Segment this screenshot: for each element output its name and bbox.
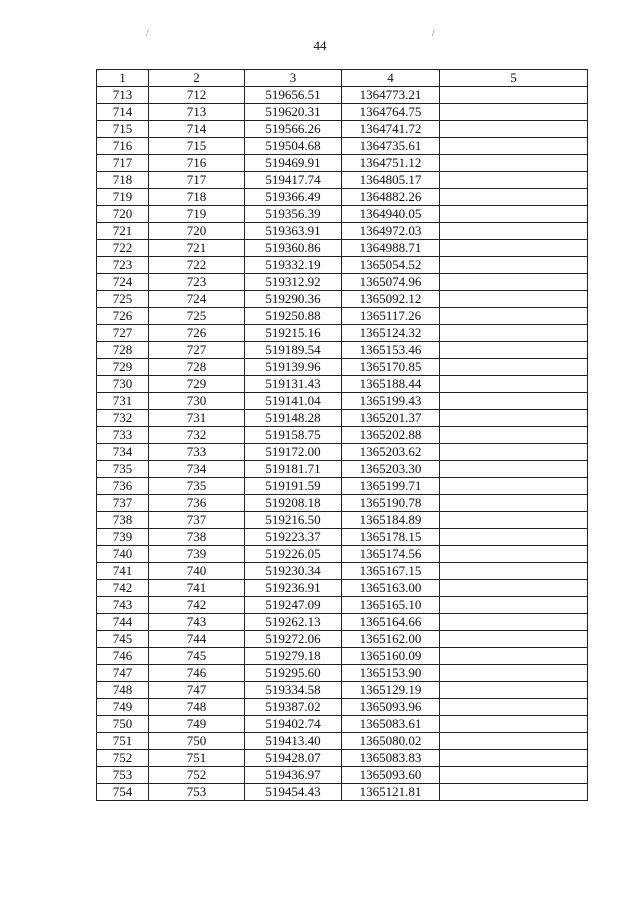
table-cell-col-3: 519230.34 — [245, 563, 342, 580]
table-cell-col-4: 1364751.12 — [342, 155, 440, 172]
table-cell-col-1: 753 — [97, 767, 149, 784]
table-cell-col-2: 719 — [149, 206, 245, 223]
table-cell-col-3: 519360.86 — [245, 240, 342, 257]
table-cell-col-2: 730 — [149, 393, 245, 410]
table-row — [97, 121, 588, 138]
table-row — [97, 104, 588, 121]
table-cell-col-1: 745 — [97, 631, 149, 648]
table-cell-col-5 — [440, 784, 588, 801]
column-header-5: 5 — [440, 70, 588, 87]
table-cell-col-2: 745 — [149, 648, 245, 665]
table-row — [97, 733, 588, 750]
table-cell-col-5 — [440, 308, 588, 325]
table-cell-col-5 — [440, 699, 588, 716]
table-body — [97, 87, 588, 801]
table-row — [97, 665, 588, 682]
table-cell-col-4: 1364972.03 — [342, 223, 440, 240]
table-cell-col-1: 748 — [97, 682, 149, 699]
table-row — [97, 308, 588, 325]
column-header-2: 2 — [149, 70, 245, 87]
table-cell-col-2: 718 — [149, 189, 245, 206]
table-cell-col-5 — [440, 495, 588, 512]
table-cell-col-2: 752 — [149, 767, 245, 784]
table-cell-col-5 — [440, 172, 588, 189]
table-cell-col-4: 1365167.15 — [342, 563, 440, 580]
table-cell-col-3: 519334.58 — [245, 682, 342, 699]
table-cell-col-2: 733 — [149, 444, 245, 461]
table-cell-col-4: 1365202.88 — [342, 427, 440, 444]
table-cell-col-5 — [440, 546, 588, 563]
table-cell-col-4: 1365178.15 — [342, 529, 440, 546]
table-cell-col-5 — [440, 716, 588, 733]
table-cell-col-1: 750 — [97, 716, 149, 733]
column-header-4: 4 — [342, 70, 440, 87]
table-cell-col-4: 1365129.19 — [342, 682, 440, 699]
table-cell-col-5 — [440, 767, 588, 784]
table-cell-col-5 — [440, 631, 588, 648]
table-cell-col-4: 1365083.61 — [342, 716, 440, 733]
table-cell-col-1: 728 — [97, 342, 149, 359]
table-row — [97, 342, 588, 359]
table-cell-col-4: 1365162.00 — [342, 631, 440, 648]
table-cell-col-5 — [440, 257, 588, 274]
table-cell-col-1: 720 — [97, 206, 149, 223]
table-cell-col-1: 735 — [97, 461, 149, 478]
table-cell-col-2: 742 — [149, 597, 245, 614]
table-cell-col-1: 717 — [97, 155, 149, 172]
table-cell-col-3: 519356.39 — [245, 206, 342, 223]
table-row — [97, 461, 588, 478]
table-cell-col-3: 519181.71 — [245, 461, 342, 478]
table-cell-col-5 — [440, 155, 588, 172]
table-row — [97, 172, 588, 189]
table-cell-col-1: 713 — [97, 87, 149, 104]
table-cell-col-3: 519402.74 — [245, 716, 342, 733]
table-cell-col-1: 737 — [97, 495, 149, 512]
table-cell-col-2: 741 — [149, 580, 245, 597]
table-row — [97, 274, 588, 291]
table-row — [97, 546, 588, 563]
table-cell-col-1: 734 — [97, 444, 149, 461]
table-cell-col-5 — [440, 87, 588, 104]
table-cell-col-3: 519148.28 — [245, 410, 342, 427]
table-cell-col-3: 519223.37 — [245, 529, 342, 546]
table-cell-col-3: 519620.31 — [245, 104, 342, 121]
table-row — [97, 444, 588, 461]
table-row — [97, 767, 588, 784]
table-cell-col-5 — [440, 342, 588, 359]
table-cell-col-3: 519236.91 — [245, 580, 342, 597]
table-cell-col-3: 519312.92 — [245, 274, 342, 291]
table-cell-col-5 — [440, 461, 588, 478]
table-cell-col-3: 519189.54 — [245, 342, 342, 359]
table-cell-col-5 — [440, 597, 588, 614]
table-cell-col-4: 1365170.85 — [342, 359, 440, 376]
coordinates-table — [96, 69, 588, 801]
table-cell-col-1: 746 — [97, 648, 149, 665]
table-cell-col-5 — [440, 189, 588, 206]
table-cell-col-3: 519454.43 — [245, 784, 342, 801]
table-row — [97, 563, 588, 580]
table-cell-col-1: 733 — [97, 427, 149, 444]
table-cell-col-1: 714 — [97, 104, 149, 121]
table-cell-col-5 — [440, 410, 588, 427]
table-cell-col-4: 1365164.66 — [342, 614, 440, 631]
table-cell-col-4: 1364805.17 — [342, 172, 440, 189]
table-cell-col-1: 715 — [97, 121, 149, 138]
table-row — [97, 155, 588, 172]
table-cell-col-1: 738 — [97, 512, 149, 529]
table-cell-col-4: 1365093.60 — [342, 767, 440, 784]
table-cell-col-3: 519290.36 — [245, 291, 342, 308]
table-row — [97, 784, 588, 801]
table-cell-col-2: 737 — [149, 512, 245, 529]
table-cell-col-2: 743 — [149, 614, 245, 631]
table-cell-col-4: 1365092.12 — [342, 291, 440, 308]
table-cell-col-1: 749 — [97, 699, 149, 716]
table-cell-col-4: 1365153.46 — [342, 342, 440, 359]
table-cell-col-3: 519332.19 — [245, 257, 342, 274]
table-row — [97, 512, 588, 529]
table-row — [97, 410, 588, 427]
table-cell-col-2: 723 — [149, 274, 245, 291]
table-row — [97, 682, 588, 699]
table-cell-col-4: 1364764.75 — [342, 104, 440, 121]
table-cell-col-2: 720 — [149, 223, 245, 240]
table-cell-col-2: 749 — [149, 716, 245, 733]
table-cell-col-3: 519428.07 — [245, 750, 342, 767]
table-cell-col-5 — [440, 376, 588, 393]
table-cell-col-2: 753 — [149, 784, 245, 801]
table-cell-col-2: 726 — [149, 325, 245, 342]
table-cell-col-3: 519158.75 — [245, 427, 342, 444]
table-cell-col-4: 1365199.43 — [342, 393, 440, 410]
table-cell-col-1: 722 — [97, 240, 149, 257]
table-cell-col-5 — [440, 359, 588, 376]
table-row — [97, 325, 588, 342]
table-cell-col-3: 519504.68 — [245, 138, 342, 155]
table-cell-col-1: 719 — [97, 189, 149, 206]
table-cell-col-2: 725 — [149, 308, 245, 325]
table-cell-col-3: 519216.50 — [245, 512, 342, 529]
table-cell-col-5 — [440, 665, 588, 682]
table-cell-col-4: 1364735.61 — [342, 138, 440, 155]
table-cell-col-3: 519247.09 — [245, 597, 342, 614]
table-cell-col-4: 1365203.30 — [342, 461, 440, 478]
header-row — [97, 70, 588, 87]
table-cell-col-4: 1365165.10 — [342, 597, 440, 614]
table-cell-col-2: 740 — [149, 563, 245, 580]
table-cell-col-3: 519215.16 — [245, 325, 342, 342]
table-row — [97, 393, 588, 410]
table-cell-col-4: 1365203.62 — [342, 444, 440, 461]
table-cell-col-2: 712 — [149, 87, 245, 104]
table-row — [97, 376, 588, 393]
table-cell-col-2: 748 — [149, 699, 245, 716]
table-cell-col-2: 721 — [149, 240, 245, 257]
table-cell-col-4: 1365188.44 — [342, 376, 440, 393]
table-cell-col-2: 724 — [149, 291, 245, 308]
table-row — [97, 189, 588, 206]
table-cell-col-4: 1365124.32 — [342, 325, 440, 342]
table-cell-col-3: 519250.88 — [245, 308, 342, 325]
table-cell-col-5 — [440, 427, 588, 444]
table-cell-col-4: 1365121.81 — [342, 784, 440, 801]
table-row — [97, 699, 588, 716]
table-cell-col-5 — [440, 648, 588, 665]
table-cell-col-1: 730 — [97, 376, 149, 393]
table-cell-col-2: 731 — [149, 410, 245, 427]
table-cell-col-1: 743 — [97, 597, 149, 614]
table-cell-col-4: 1364741.72 — [342, 121, 440, 138]
table-cell-col-4: 1365054.52 — [342, 257, 440, 274]
table-cell-col-2: 728 — [149, 359, 245, 376]
table-row — [97, 291, 588, 308]
table-cell-col-4: 1365184.89 — [342, 512, 440, 529]
column-header-1: 1 — [97, 70, 149, 87]
table-cell-col-4: 1365080.02 — [342, 733, 440, 750]
table-row — [97, 631, 588, 648]
table-cell-col-5 — [440, 750, 588, 767]
table-cell-col-3: 519191.59 — [245, 478, 342, 495]
table-cell-col-2: 744 — [149, 631, 245, 648]
table-cell-col-3: 519387.02 — [245, 699, 342, 716]
table-cell-col-1: 732 — [97, 410, 149, 427]
table-cell-col-4: 1365174.56 — [342, 546, 440, 563]
table-cell-col-1: 752 — [97, 750, 149, 767]
table-row — [97, 750, 588, 767]
table-cell-col-4: 1365117.26 — [342, 308, 440, 325]
table-cell-col-1: 740 — [97, 546, 149, 563]
table-cell-col-5 — [440, 121, 588, 138]
table-cell-col-4: 1364773.21 — [342, 87, 440, 104]
table-cell-col-3: 519141.04 — [245, 393, 342, 410]
table-cell-col-1: 729 — [97, 359, 149, 376]
table-cell-col-2: 747 — [149, 682, 245, 699]
table-row — [97, 206, 588, 223]
table-cell-col-5 — [440, 478, 588, 495]
table-cell-col-4: 1364988.71 — [342, 240, 440, 257]
table-cell-col-3: 519131.43 — [245, 376, 342, 393]
table-cell-col-4: 1365153.90 — [342, 665, 440, 682]
table-cell-col-5 — [440, 138, 588, 155]
table-cell-col-3: 519208.18 — [245, 495, 342, 512]
table-cell-col-1: 726 — [97, 308, 149, 325]
table-cell-col-1: 723 — [97, 257, 149, 274]
table-cell-col-1: 725 — [97, 291, 149, 308]
table-cell-col-5 — [440, 682, 588, 699]
table-cell-col-4: 1365163.00 — [342, 580, 440, 597]
table-cell-col-3: 519417.74 — [245, 172, 342, 189]
table-cell-col-1: 731 — [97, 393, 149, 410]
table-cell-col-1: 721 — [97, 223, 149, 240]
table-cell-col-2: 735 — [149, 478, 245, 495]
table-cell-col-3: 519413.40 — [245, 733, 342, 750]
table-cell-col-4: 1364882.26 — [342, 189, 440, 206]
table-cell-col-2: 716 — [149, 155, 245, 172]
table-cell-col-5 — [440, 512, 588, 529]
table-cell-col-5 — [440, 580, 588, 597]
table-row — [97, 427, 588, 444]
table-cell-col-2: 739 — [149, 546, 245, 563]
table-cell-col-3: 519436.97 — [245, 767, 342, 784]
table-cell-col-4: 1365160.09 — [342, 648, 440, 665]
table-cell-col-4: 1365201.37 — [342, 410, 440, 427]
table-row — [97, 138, 588, 155]
table-cell-col-5 — [440, 529, 588, 546]
table-cell-col-2: 734 — [149, 461, 245, 478]
table-row — [97, 495, 588, 512]
table-cell-col-3: 519295.60 — [245, 665, 342, 682]
table-cell-col-1: 751 — [97, 733, 149, 750]
table-cell-col-3: 519566.26 — [245, 121, 342, 138]
table-cell-col-3: 519172.00 — [245, 444, 342, 461]
table-cell-col-2: 738 — [149, 529, 245, 546]
table-cell-col-3: 519139.96 — [245, 359, 342, 376]
table-row — [97, 648, 588, 665]
page-mark-left: / — [146, 28, 149, 38]
table-cell-col-3: 519366.49 — [245, 189, 342, 206]
table-cell-col-5 — [440, 325, 588, 342]
table-cell-col-1: 727 — [97, 325, 149, 342]
table-cell-col-5 — [440, 206, 588, 223]
table-cell-col-3: 519656.51 — [245, 87, 342, 104]
table-cell-col-5 — [440, 614, 588, 631]
table-cell-col-1: 718 — [97, 172, 149, 189]
page-number: 44 — [313, 38, 327, 53]
table-row — [97, 580, 588, 597]
table-cell-col-4: 1365190.78 — [342, 495, 440, 512]
table-cell-col-4: 1365074.96 — [342, 274, 440, 291]
table-cell-col-1: 716 — [97, 138, 149, 155]
table-cell-col-5 — [440, 223, 588, 240]
table-row — [97, 614, 588, 631]
table-cell-col-2: 717 — [149, 172, 245, 189]
table-row — [97, 529, 588, 546]
page-mark-right: / — [432, 28, 435, 38]
table-cell-col-5 — [440, 291, 588, 308]
table-cell-col-1: 744 — [97, 614, 149, 631]
table-cell-col-5 — [440, 393, 588, 410]
table-cell-col-2: 714 — [149, 121, 245, 138]
table-row — [97, 223, 588, 240]
table-cell-col-1: 747 — [97, 665, 149, 682]
table-cell-col-3: 519262.13 — [245, 614, 342, 631]
table-cell-col-3: 519226.05 — [245, 546, 342, 563]
table-row — [97, 597, 588, 614]
table-cell-col-1: 741 — [97, 563, 149, 580]
table-cell-col-5 — [440, 563, 588, 580]
table-cell-col-2: 727 — [149, 342, 245, 359]
table-cell-col-4: 1365093.96 — [342, 699, 440, 716]
table-cell-col-5 — [440, 444, 588, 461]
table-row — [97, 87, 588, 104]
table-cell-col-1: 724 — [97, 274, 149, 291]
table-cell-col-5 — [440, 733, 588, 750]
table-cell-col-2: 729 — [149, 376, 245, 393]
table-cell-col-2: 746 — [149, 665, 245, 682]
table-cell-col-5 — [440, 104, 588, 121]
table-cell-col-2: 715 — [149, 138, 245, 155]
table-cell-col-4: 1364940.05 — [342, 206, 440, 223]
table-cell-col-1: 739 — [97, 529, 149, 546]
table-cell-col-3: 519469.91 — [245, 155, 342, 172]
table-row — [97, 478, 588, 495]
table-row — [97, 240, 588, 257]
table-row — [97, 257, 588, 274]
table-cell-col-2: 722 — [149, 257, 245, 274]
table-row — [97, 716, 588, 733]
table-cell-col-3: 519363.91 — [245, 223, 342, 240]
table-cell-col-5 — [440, 274, 588, 291]
table-row — [97, 359, 588, 376]
column-header-3: 3 — [245, 70, 342, 87]
table-cell-col-3: 519279.18 — [245, 648, 342, 665]
table-cell-col-1: 754 — [97, 784, 149, 801]
table-cell-col-1: 736 — [97, 478, 149, 495]
table-cell-col-2: 732 — [149, 427, 245, 444]
table-cell-col-4: 1365199.71 — [342, 478, 440, 495]
table-cell-col-2: 713 — [149, 104, 245, 121]
table-cell-col-2: 750 — [149, 733, 245, 750]
table-cell-col-2: 751 — [149, 750, 245, 767]
table-cell-col-1: 742 — [97, 580, 149, 597]
table-cell-col-5 — [440, 240, 588, 257]
table-cell-col-2: 736 — [149, 495, 245, 512]
table-cell-col-4: 1365083.83 — [342, 750, 440, 767]
table-cell-col-3: 519272.06 — [245, 631, 342, 648]
